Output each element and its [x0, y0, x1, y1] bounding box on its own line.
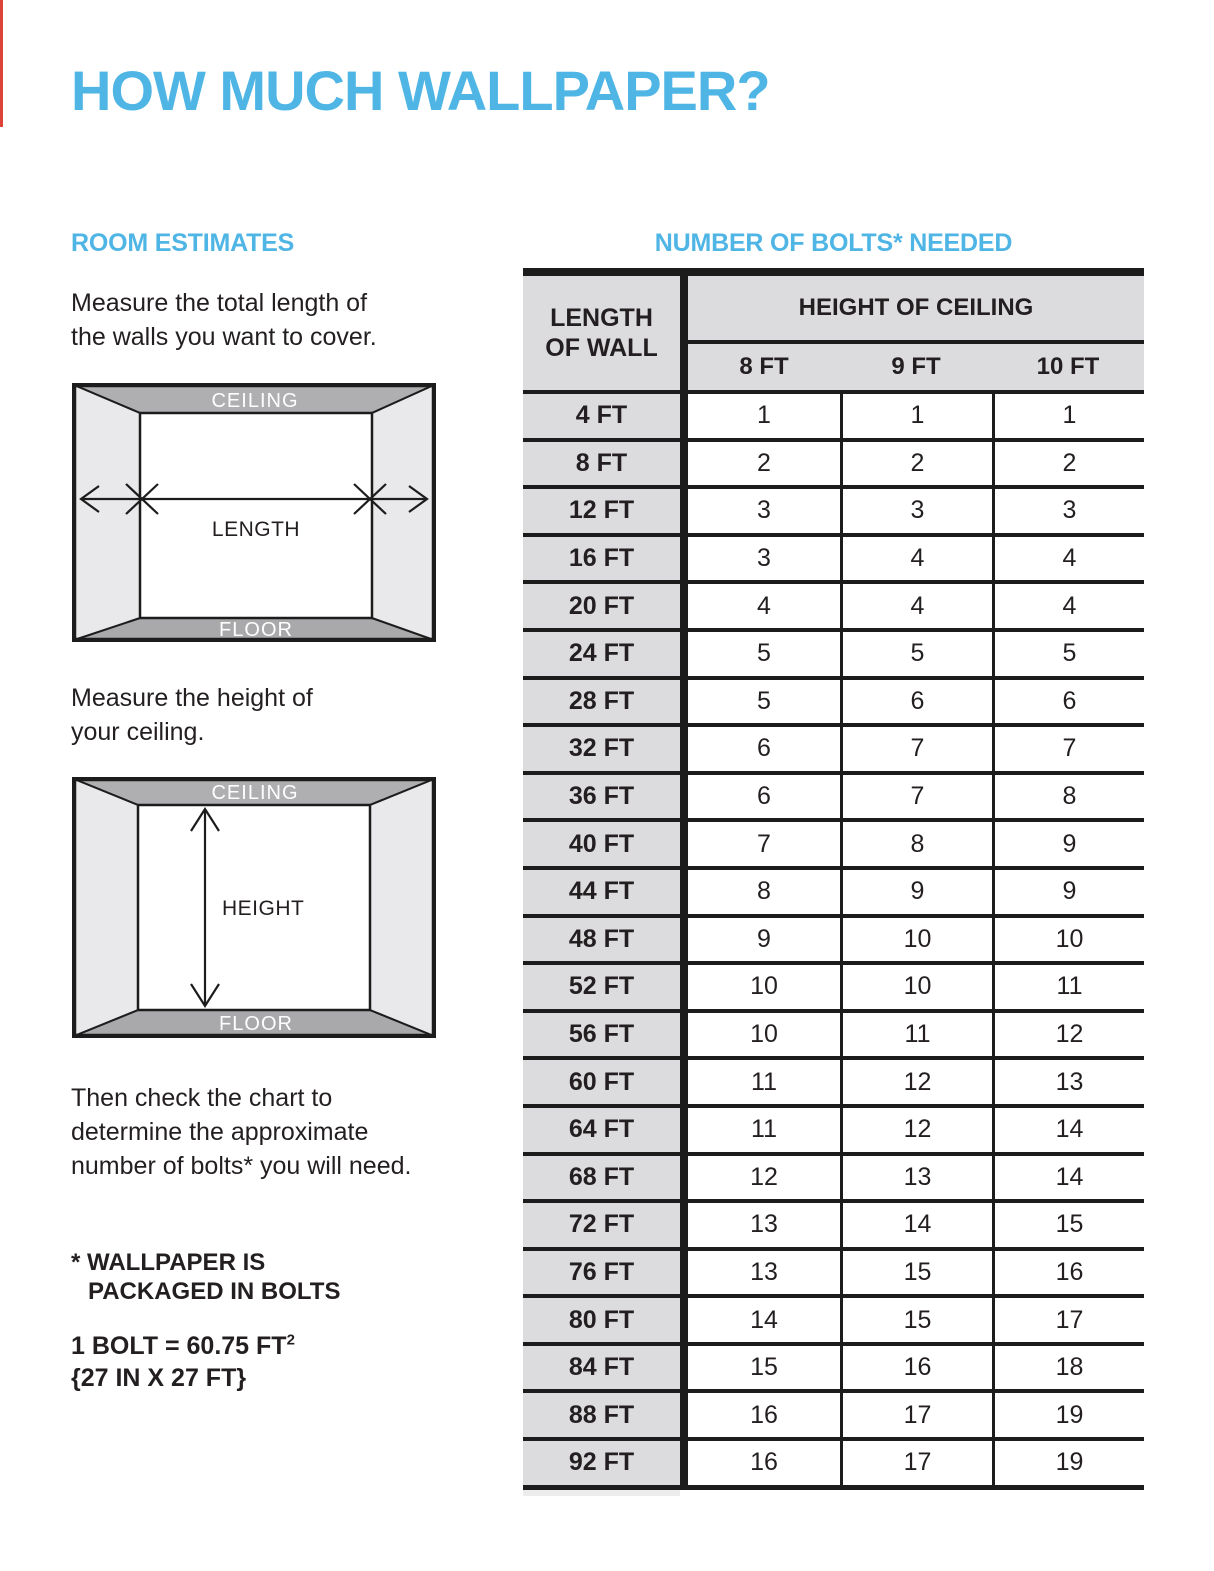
- step3-line1: Then check the chart to: [71, 1084, 333, 1112]
- bolts-10ft-cell: 9: [992, 870, 1144, 914]
- row-divider: [680, 489, 688, 533]
- bolts-9ft-cell: 3: [840, 489, 992, 533]
- bolts-8ft-cell: 13: [688, 1203, 840, 1247]
- bolt-equation-text: 1 BOLT = 60.75 FT: [71, 1332, 287, 1360]
- bolts-8ft-cell: 3: [688, 537, 840, 581]
- table-row: [523, 489, 1144, 537]
- table-body: [523, 394, 1144, 1490]
- table-row: [523, 1203, 1144, 1251]
- footnote-line2: PACKAGED IN BOLTS: [88, 1278, 341, 1305]
- step3-line2: determine the approximate: [71, 1118, 369, 1146]
- wall-length-cell: 16 FT: [523, 537, 680, 581]
- room-estimates-heading: ROOM ESTIMATES: [71, 229, 295, 257]
- height-of-ceiling-header: HEIGHT OF CEILING: [688, 276, 1144, 340]
- wall-length-cell: 64 FT: [523, 1108, 680, 1152]
- bolts-10ft-cell: 14: [992, 1108, 1144, 1152]
- wall-length-cell: 28 FT: [523, 680, 680, 724]
- left-wall-panel: [74, 385, 140, 640]
- wall-length-cell: 68 FT: [523, 1156, 680, 1200]
- step2-text: [71, 681, 313, 749]
- floor-label: FLOOR: [219, 619, 293, 641]
- length-of-wall-line1: LENGTH: [550, 304, 653, 332]
- row-divider: [680, 918, 688, 962]
- step1-line2: the walls you want to cover.: [71, 323, 377, 351]
- step2-line1: Measure the height of: [71, 684, 313, 712]
- wall-length-cell: 80 FT: [523, 1298, 680, 1342]
- wall-length-cell: 88 FT: [523, 1393, 680, 1437]
- bolts-10ft-cell: 6: [992, 680, 1144, 724]
- bolts-8ft-cell: 8: [688, 870, 840, 914]
- row-divider: [680, 822, 688, 866]
- row-divider: [680, 1156, 688, 1200]
- row-divider: [680, 1298, 688, 1342]
- table-row: [523, 822, 1144, 870]
- row-divider: [680, 394, 688, 438]
- bolts-9ft-cell: 12: [840, 1108, 992, 1152]
- bolt-equation-exponent: 2: [286, 1331, 295, 1349]
- row-divider: [680, 1013, 688, 1057]
- col-header-8ft: 8 FT: [739, 353, 789, 380]
- table-row: [523, 1346, 1144, 1394]
- bolts-8ft-cell: 12: [688, 1156, 840, 1200]
- bolts-9ft-cell: 13: [840, 1156, 992, 1200]
- bolts-10ft-cell: 3: [992, 489, 1144, 533]
- bolts-9ft-cell: 7: [840, 775, 992, 819]
- bolts-8ft-cell: 5: [688, 680, 840, 724]
- wall-length-cell: 44 FT: [523, 870, 680, 914]
- bolts-9ft-cell: 4: [840, 537, 992, 581]
- step1-line1: Measure the total length of: [71, 289, 368, 317]
- bolts-10ft-cell: 19: [992, 1393, 1144, 1437]
- table-row: [523, 537, 1144, 585]
- column-headers-row: [688, 344, 1144, 390]
- wall-length-cell: 20 FT: [523, 584, 680, 628]
- right-wall-panel: [372, 385, 434, 640]
- row-divider: [680, 1060, 688, 1104]
- step3-text: [71, 1081, 411, 1183]
- ceiling-label: CEILING: [211, 782, 299, 804]
- left-wall-panel: [74, 779, 138, 1036]
- row-divider: [680, 1393, 688, 1437]
- bolts-8ft-cell: 9: [688, 918, 840, 962]
- row-divider: [680, 1108, 688, 1152]
- bolts-8ft-cell: 11: [688, 1108, 840, 1152]
- table-row: [523, 918, 1144, 966]
- table-row: [523, 584, 1144, 632]
- bolts-10ft-cell: 17: [992, 1298, 1144, 1342]
- table-top-border: [523, 268, 1144, 276]
- table-divider: [680, 276, 688, 390]
- wall-length-cell: 92 FT: [523, 1441, 680, 1485]
- page-title: HOW MUCH WALLPAPER?: [71, 59, 770, 122]
- table-row: [523, 870, 1144, 918]
- bolts-8ft-cell: 16: [688, 1441, 840, 1485]
- wall-length-cell: 8 FT: [523, 442, 680, 486]
- height-diagram: [72, 777, 436, 1038]
- length-label: LENGTH: [211, 518, 301, 541]
- bolts-10ft-cell: 12: [992, 1013, 1144, 1057]
- right-wall-panel: [370, 779, 434, 1036]
- height-label: HEIGHT: [222, 897, 305, 920]
- row-divider: [680, 442, 688, 486]
- floor-label: FLOOR: [219, 1013, 293, 1035]
- table-bottom-shadow: [523, 1490, 680, 1496]
- bolts-8ft-cell: 2: [688, 442, 840, 486]
- bolts-9ft-cell: 8: [840, 822, 992, 866]
- col-header-10ft: 10 FT: [1036, 353, 1100, 380]
- wall-length-cell: 52 FT: [523, 965, 680, 1009]
- row-divider: [680, 1441, 688, 1485]
- table-row: [523, 1441, 1144, 1490]
- bolts-10ft-cell: 8: [992, 775, 1144, 819]
- bolts-9ft-cell: 14: [840, 1203, 992, 1247]
- row-divider: [680, 632, 688, 676]
- table-row: [523, 680, 1144, 728]
- wall-length-cell: 32 FT: [523, 727, 680, 771]
- bolt-info: [71, 1330, 295, 1394]
- bolts-9ft-cell: 5: [840, 632, 992, 676]
- bolts-8ft-cell: 13: [688, 1251, 840, 1295]
- row-divider: [680, 965, 688, 1009]
- table-row: [523, 727, 1144, 775]
- table-row: [523, 632, 1144, 680]
- bolts-9ft-cell: 17: [840, 1441, 992, 1485]
- bolt-equation: [71, 1330, 295, 1362]
- bolts-10ft-cell: 10: [992, 918, 1144, 962]
- bolts-8ft-cell: 5: [688, 632, 840, 676]
- bolts-10ft-cell: 15: [992, 1203, 1144, 1247]
- bolts-8ft-cell: 16: [688, 1393, 840, 1437]
- wall-length-cell: 56 FT: [523, 1013, 680, 1057]
- wall-length-cell: 4 FT: [523, 394, 680, 438]
- bolts-10ft-cell: 5: [992, 632, 1144, 676]
- row-divider: [680, 775, 688, 819]
- footnote-line1: * WALLPAPER IS: [71, 1249, 266, 1276]
- bolts-8ft-cell: 15: [688, 1346, 840, 1390]
- table-row: [523, 1108, 1144, 1156]
- length-diagram: [72, 383, 436, 642]
- step3-line3: number of bolts* you will need.: [71, 1152, 412, 1180]
- bolt-dimensions: {27 IN X 27 FT}: [71, 1364, 247, 1392]
- bolts-9ft-cell: 7: [840, 727, 992, 771]
- bolts-10ft-cell: 14: [992, 1156, 1144, 1200]
- bolts-10ft-cell: 13: [992, 1060, 1144, 1104]
- bolts-8ft-cell: 6: [688, 775, 840, 819]
- row-divider: [680, 1203, 688, 1247]
- table-row: [523, 775, 1144, 823]
- bolts-9ft-cell: 17: [840, 1393, 992, 1437]
- bolts-table: [523, 268, 1144, 1496]
- bolts-8ft-cell: 7: [688, 822, 840, 866]
- bolts-9ft-cell: 6: [840, 680, 992, 724]
- bolts-10ft-cell: 4: [992, 537, 1144, 581]
- bolts-10ft-cell: 19: [992, 1441, 1144, 1485]
- wall-length-cell: 60 FT: [523, 1060, 680, 1104]
- table-row: [523, 442, 1144, 490]
- wall-length-cell: 48 FT: [523, 918, 680, 962]
- bolts-8ft-cell: 6: [688, 727, 840, 771]
- wall-length-cell: 84 FT: [523, 1346, 680, 1390]
- bolts-8ft-cell: 4: [688, 584, 840, 628]
- bolts-10ft-cell: 1: [992, 394, 1144, 438]
- table-row: [523, 394, 1144, 442]
- bolts-9ft-cell: 1: [840, 394, 992, 438]
- bolts-8ft-cell: 14: [688, 1298, 840, 1342]
- bolts-10ft-cell: 2: [992, 442, 1144, 486]
- row-divider: [680, 1251, 688, 1295]
- row-divider: [680, 584, 688, 628]
- bolts-9ft-cell: 15: [840, 1251, 992, 1295]
- bolts-10ft-cell: 9: [992, 822, 1144, 866]
- table-row: [523, 1060, 1144, 1108]
- wall-length-cell: 12 FT: [523, 489, 680, 533]
- bolts-9ft-cell: 4: [840, 584, 992, 628]
- bolts-10ft-cell: 18: [992, 1346, 1144, 1390]
- table-row: [523, 1393, 1144, 1441]
- bolts-8ft-cell: 1: [688, 394, 840, 438]
- bolts-9ft-cell: 16: [840, 1346, 992, 1390]
- row-divider: [680, 537, 688, 581]
- table-row: [523, 1298, 1144, 1346]
- red-accent-bar: [0, 0, 3, 127]
- bolts-10ft-cell: 4: [992, 584, 1144, 628]
- bolts-needed-heading: NUMBER OF BOLTS* NEEDED: [654, 229, 1013, 257]
- step2-line2: your ceiling.: [71, 718, 205, 746]
- bolts-8ft-cell: 11: [688, 1060, 840, 1104]
- length-of-wall-line2: OF WALL: [545, 334, 658, 362]
- bolts-footnote: [71, 1248, 340, 1306]
- bolts-9ft-cell: 11: [840, 1013, 992, 1057]
- ceiling-height-header-group: [688, 276, 1144, 390]
- wall-length-cell: 36 FT: [523, 775, 680, 819]
- table-row: [523, 1156, 1144, 1204]
- length-of-wall-header: [523, 276, 680, 390]
- step1-text: [71, 286, 377, 354]
- table-row: [523, 1251, 1144, 1299]
- row-divider: [680, 870, 688, 914]
- bolts-8ft-cell: 10: [688, 965, 840, 1009]
- row-divider: [680, 1346, 688, 1390]
- bolts-10ft-cell: 11: [992, 965, 1144, 1009]
- wall-length-cell: 72 FT: [523, 1203, 680, 1247]
- bolts-9ft-cell: 15: [840, 1298, 992, 1342]
- row-divider: [680, 727, 688, 771]
- ceiling-label: CEILING: [211, 390, 299, 412]
- wall-length-cell: 76 FT: [523, 1251, 680, 1295]
- bolts-8ft-cell: 10: [688, 1013, 840, 1057]
- table-row: [523, 965, 1144, 1013]
- bolts-8ft-cell: 3: [688, 489, 840, 533]
- bolts-10ft-cell: 7: [992, 727, 1144, 771]
- bolts-9ft-cell: 10: [840, 918, 992, 962]
- table-row: [523, 1013, 1144, 1061]
- bolts-9ft-cell: 10: [840, 965, 992, 1009]
- bolts-9ft-cell: 12: [840, 1060, 992, 1104]
- table-header: [523, 276, 1144, 390]
- bolts-10ft-cell: 16: [992, 1251, 1144, 1295]
- bolts-9ft-cell: 9: [840, 870, 992, 914]
- bolts-9ft-cell: 2: [840, 442, 992, 486]
- wall-length-cell: 24 FT: [523, 632, 680, 676]
- row-divider: [680, 680, 688, 724]
- col-header-9ft: 9 FT: [891, 353, 941, 380]
- wall-length-cell: 40 FT: [523, 822, 680, 866]
- back-wall-panel: [140, 413, 372, 618]
